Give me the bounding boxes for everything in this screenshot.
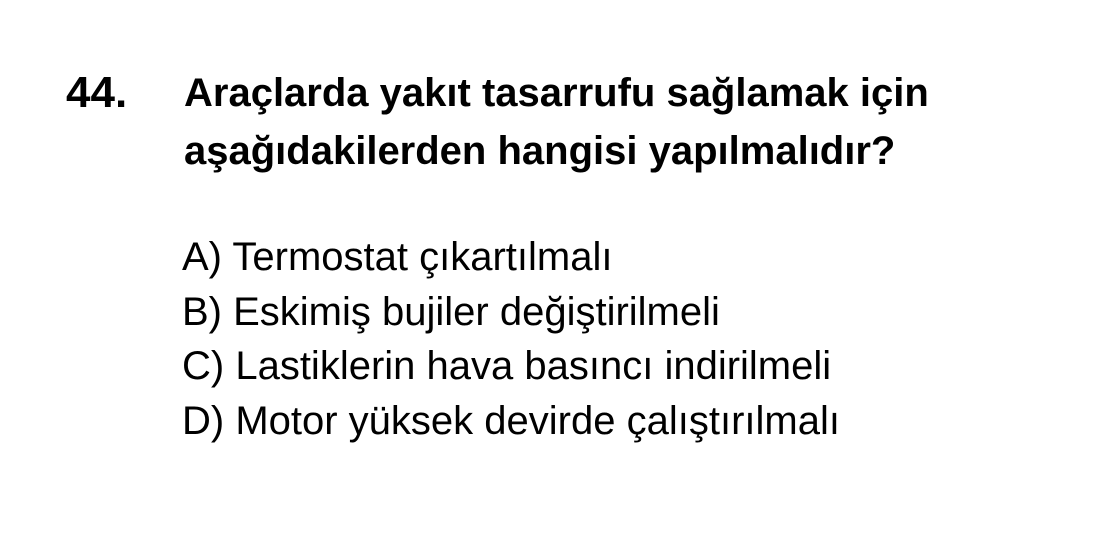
question-text-line: Araçlarda yakıt tasarrufu sağlamak için (184, 71, 929, 115)
option-a[interactable]: A) Termostat çıkartılmalı (182, 235, 613, 279)
question-text (184, 64, 1064, 180)
answer-options (182, 230, 1062, 448)
option-c[interactable]: C) Lastiklerin hava basıncı indirilmeli (182, 344, 832, 388)
question-text-line: aşağıdakilerden hangisi yapılmalıdır? (184, 129, 896, 173)
option-b[interactable]: B) Eskimiş bujiler değiştirilmeli (182, 289, 720, 334)
question-number: 44. (66, 68, 128, 117)
option-d[interactable]: D) Motor yüksek devirde çalıştırılmalı (182, 398, 840, 443)
